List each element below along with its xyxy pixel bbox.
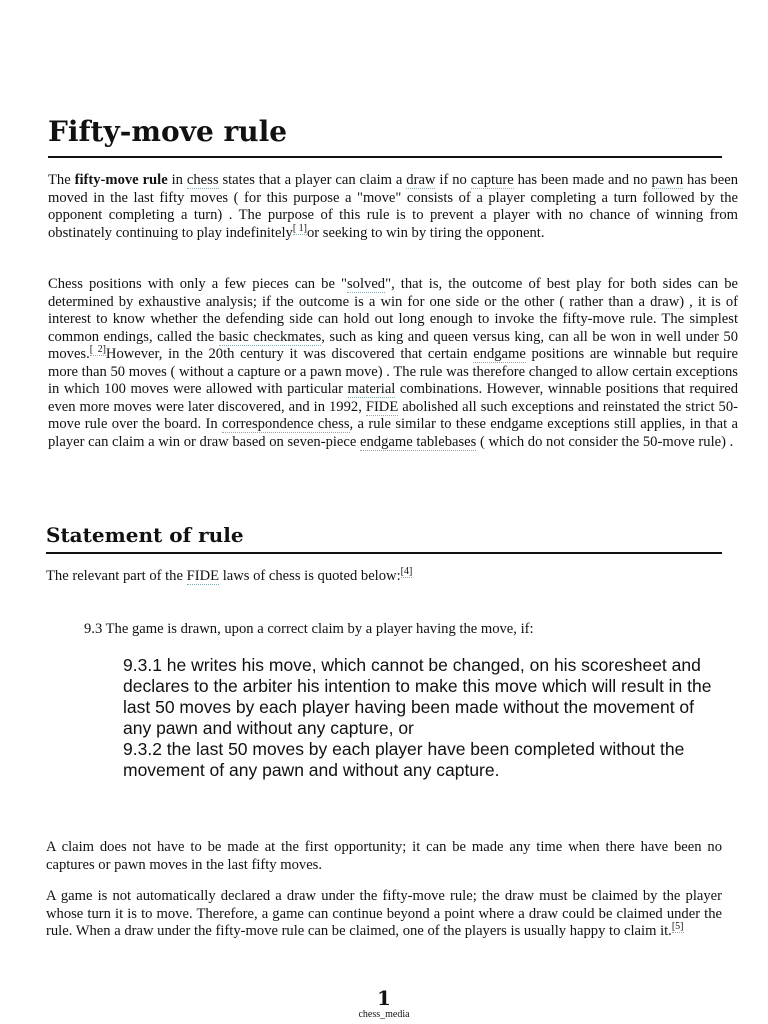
text: A game is not automatically declared a draw under the fifty-move rule; the draw must be claimed by the player whose turn it is to move. Therefore, a game can continue beyond a point where a draw could be claimed under the rule. When a draw under the fifty-move rule can be claimed, one of the players is usually happy to claim it. [46, 888, 722, 939]
bold-term: fifty-move rule [74, 172, 168, 188]
claim-paragraph: A claim does not have to be made at the first opportunity; it can be made any time when there have been no captures or pawn moves in the last fifty moves. [46, 839, 722, 873]
link-chess[interactable]: chess [186, 172, 219, 188]
link-draw[interactable]: draw [406, 172, 436, 188]
text: However, in the 20th century it was discovered that certain [105, 346, 474, 362]
link-correspondence-chess[interactable]: correspondence chess [221, 416, 350, 432]
text: laws of chess is quoted below: [219, 568, 401, 584]
link-solved[interactable]: solved [347, 276, 386, 292]
text: combinations. However, winnable positions that required even more moves were later discovered, and in 1992, [48, 381, 738, 415]
page-number: 1 [377, 986, 391, 1010]
text: has been made and no [513, 172, 652, 188]
link-material[interactable]: material [347, 381, 396, 397]
text: abolished all such exceptions and reinstated the strict 50-move rule over the board. In [48, 398, 738, 432]
auto-paragraph [46, 888, 722, 941]
text: in [167, 172, 187, 188]
footnote-ref-5[interactable]: [5] [671, 921, 684, 933]
link-fide[interactable]: FIDE [365, 398, 399, 415]
footnote-ref-4[interactable]: [4] [400, 566, 413, 578]
intro-paragraph [48, 172, 738, 242]
link-basic-checkmates[interactable]: basic checkmates [218, 328, 322, 345]
text: ( which do not consider the 50-move rule) . [476, 433, 734, 450]
positions-paragraph [48, 276, 738, 451]
relevant-paragraph [46, 568, 736, 586]
quote-intro: 9.3 The game is drawn, upon a correct claim by a player having the move, if: [84, 621, 534, 637]
law-quote [123, 655, 713, 781]
text: ", that is, the outcome of best play for both sides can be determined by exhaustive analysis; if the outcome is a win for one side or the other ( rather than a draw) , it is of interest to know whether the defending side can hold out long enough to invoke the fifty-move rule. The simplest common endings, called the [48, 276, 738, 345]
quote-932: 9.3.2 the last 50 moves by each player have been completed without the movement of any pawn and without any capture. [123, 739, 685, 780]
text: The [48, 172, 75, 188]
link-endgame-tablebases[interactable]: endgame tablebases [360, 433, 477, 450]
section-heading: Statement of rule [46, 520, 722, 554]
text: has been moved in the last fifty moves ( for this purpose a "move" consists of a player completing a turn followed by the opponent completing a turn) . The purpose of this rule is to prevent a player with no chance of winning from obstinately continuing to play indefinitely [48, 172, 738, 241]
text: positions are winnable but require more than 50 moves ( without a capture or a pawn move) . The rule was therefore changed to allow certain exceptions in which 100 moves were allowed with particular [48, 346, 738, 397]
text: , a rule similar to these endgame exceptions still applies, in that a player can claim a win or draw based on seven-piece [48, 416, 739, 450]
footnote-ref-2[interactable]: [ 2] [89, 344, 106, 356]
link-pawn[interactable]: pawn [651, 172, 684, 188]
page-title: Fifty-move rule [48, 112, 722, 158]
text: if no [435, 172, 471, 188]
link-capture[interactable]: capture [470, 172, 514, 188]
text: states that a player can claim a [218, 172, 407, 188]
link-fide[interactable]: FIDE [186, 568, 220, 584]
text: or seeking to win by tiring the opponent. [306, 224, 545, 241]
text: The relevant part of the [46, 568, 187, 584]
footnote-ref-1[interactable]: [ 1] [292, 222, 307, 234]
text: Chess positions with only a few pieces can be " [48, 276, 347, 292]
footer-source: chess_media [358, 1009, 410, 1020]
link-endgame[interactable]: endgame [473, 346, 526, 362]
text: , such as king and queen versus king, can all be won in well under 50 moves. [48, 328, 738, 362]
quote-931: 9.3.1 he writes his move, which cannot be changed, on his scoresheet and declares to the arbiter his intention to make this move which will result in the last 50 moves by each player having been made without the movement of any pawn and without any capture, or [123, 655, 712, 738]
